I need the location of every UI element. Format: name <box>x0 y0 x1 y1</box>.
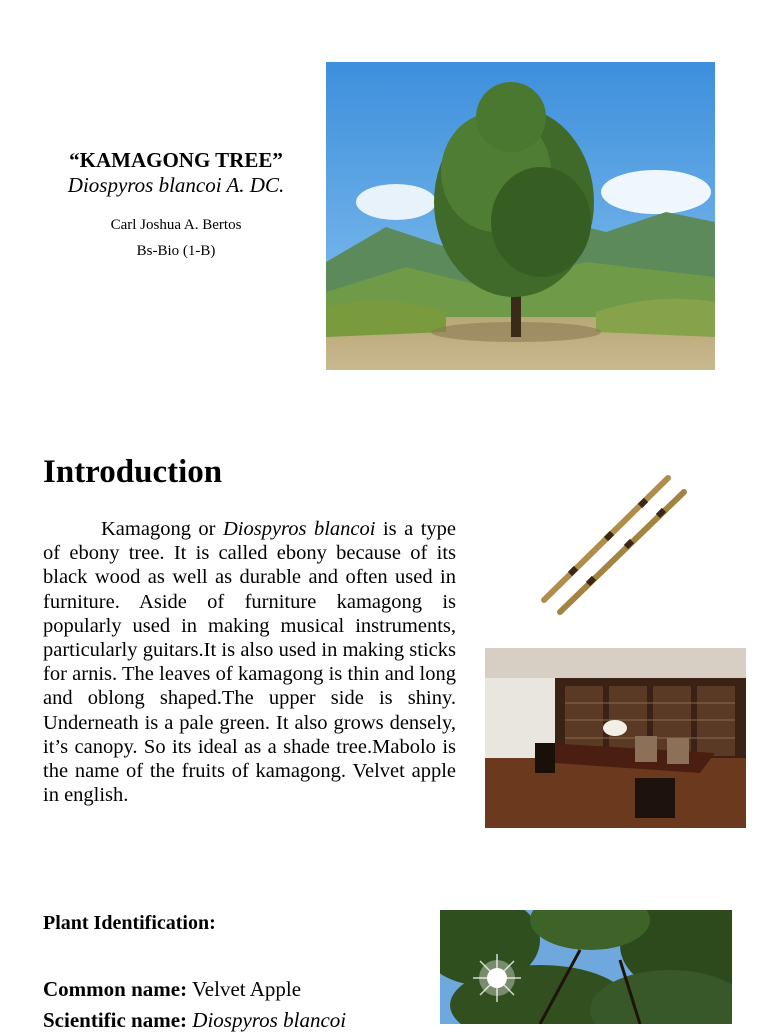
arnis-sticks-photo <box>530 470 700 620</box>
kamagong-tree-photo <box>326 62 715 370</box>
intro-text-rest: is a type of ebony tree. It is called ebony because of its black wood as well as durable and often used in furniture. Aside of furniture kamagong is popularly used in making musical instruments, particularly guitars.It is also used in making sticks for arnis. The leaves of kamagong is thin and long and oblong shaped.The upper side is shiny. Underneath is a pale green. It also grows densely, it’s canopy. So its ideal as a shade tree.Mabolo is the name of the fruits of kamagong. Velvet apple in english. <box>43 518 456 807</box>
furniture-room-photo <box>485 648 746 828</box>
title-block <box>30 148 322 264</box>
author-section: Bs-Bio (1-B) <box>136 243 216 259</box>
common-name-row <box>43 977 301 1002</box>
scientific-name-value: Diospyros blancoi <box>187 1008 347 1032</box>
document-subtitle: Diospyros blancoi A. DC. <box>67 173 285 197</box>
intro-italic-term: Diospyros blancoi <box>222 518 376 540</box>
introduction-heading: Introduction <box>43 454 223 490</box>
plant-identification-heading: Plant Identification: <box>43 912 216 934</box>
document-title: “KAMAGONG TREE” <box>69 148 283 172</box>
canopy-photo <box>440 910 732 1024</box>
common-name-value: Velvet Apple <box>187 977 302 1001</box>
author-name: Carl Joshua A. Bertos <box>110 217 242 233</box>
introduction-paragraph <box>43 517 456 807</box>
common-name-label: Common name: <box>43 977 188 1001</box>
scientific-name-row <box>43 1008 346 1033</box>
intro-text-start: Kamagong or <box>101 518 223 540</box>
scientific-name-label: Scientific name: <box>43 1008 188 1032</box>
